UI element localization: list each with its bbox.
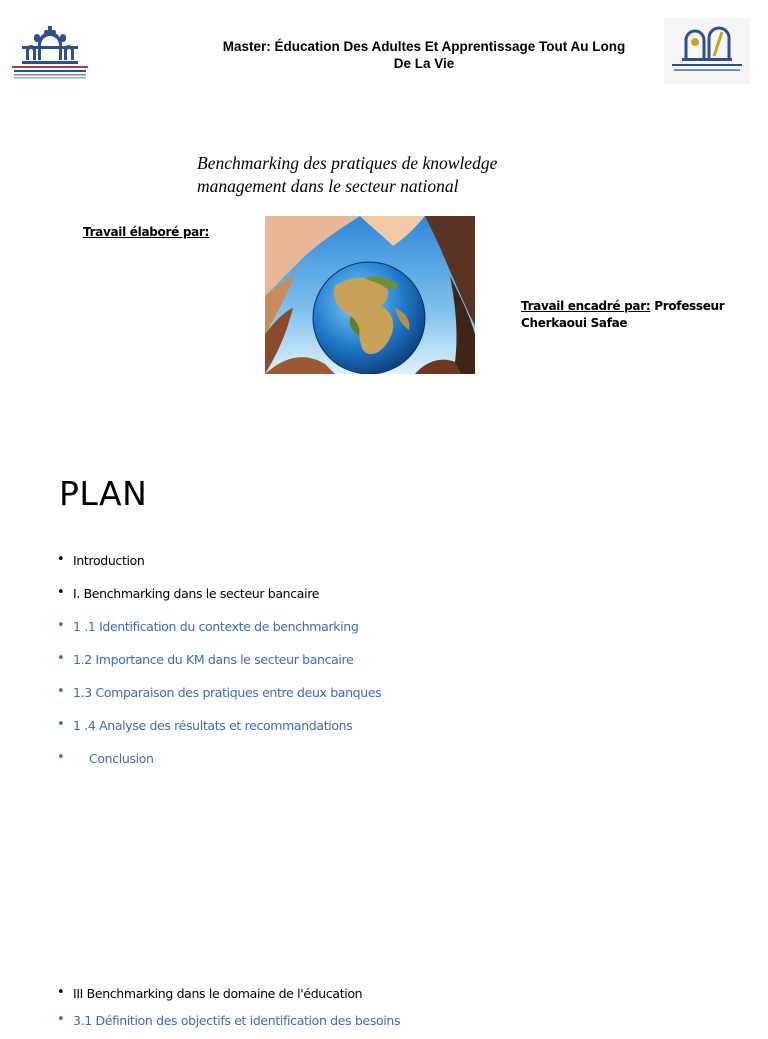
bullet-icon: •	[57, 552, 65, 567]
supervisor-info	[521, 298, 731, 332]
author-label: Travail élaboré par:	[83, 225, 210, 239]
hands-around-globe-image	[265, 216, 475, 374]
list-item-text: I. Benchmarking dans le secteur bancaire	[73, 586, 320, 601]
bullet-icon: •	[57, 717, 65, 732]
bullet-icon: •	[57, 985, 65, 1000]
bullet-icon: •	[57, 618, 65, 633]
list-item-text: 1.2 Importance du KM dans le secteur bancaire	[73, 652, 354, 667]
bullet-icon: •	[57, 585, 65, 600]
faculty-logo	[8, 24, 92, 82]
bullet-icon: •	[57, 750, 65, 765]
plan-heading: PLAN	[59, 474, 148, 513]
list-item-text: 1 .4 Analyse des résultats et recommandations	[73, 718, 353, 733]
bullet-icon: •	[57, 684, 65, 699]
bullet-icon: •	[57, 651, 65, 666]
supervisor-label: Travail encadré par:	[521, 299, 651, 313]
master-program-title: Master: Éducation Des Adultes Et Apprentissage Tout Au Long De La Vie	[222, 39, 626, 71]
list-item-text: Introduction	[73, 553, 145, 568]
document-title: Benchmarking des pratiques de knowledge management dans le secteur national	[197, 153, 498, 196]
list-item-text: 1.3 Comparaison des pratiques entre deux banques	[73, 685, 382, 700]
supervisor-name: Professeur Cherkaoui Safae	[521, 299, 725, 330]
list-item-text: Conclusion	[89, 751, 154, 766]
bullet-icon: •	[57, 1012, 65, 1027]
university-logo	[664, 18, 750, 84]
list-item-text: 1 .1 Identification du contexte de benchmarking	[73, 619, 359, 634]
list-item-text: 3.1 Définition des objectifs et identification des besoins	[73, 1013, 401, 1028]
list-item-text: III Benchmarking dans le domaine de l'éducation	[73, 986, 363, 1001]
